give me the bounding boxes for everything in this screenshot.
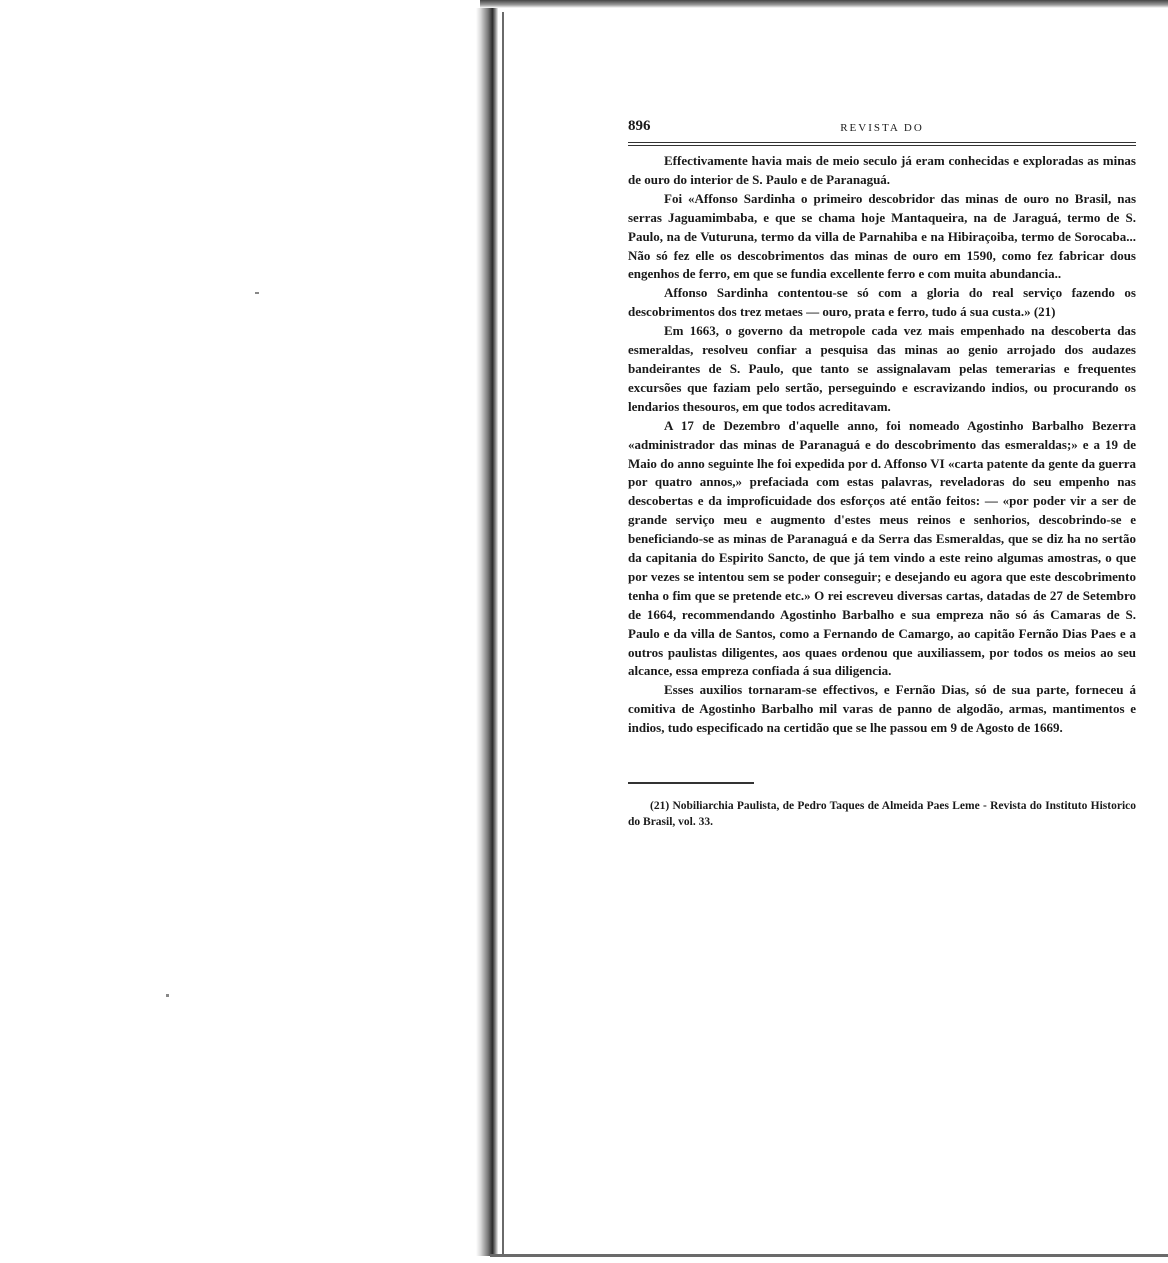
- scan-speck: [166, 994, 169, 997]
- book-spine-shadow: [476, 8, 498, 1256]
- header-rule: [628, 142, 1136, 146]
- footnote-rule: [628, 782, 754, 784]
- scan-speck: [255, 292, 259, 294]
- page-top-edge: [480, 0, 1168, 8]
- running-head: [628, 118, 1136, 140]
- page-number: 896: [628, 118, 651, 134]
- paragraph: A 17 de Dezembro d'aquelle anno, foi nomeado Agostinho Barbalho Bezerra «administrador das minas de Paranaguá e do descobrimento das esmeraldas;» e a 19 de Maio do anno seguinte lhe foi expedida por d. Affonso VI «carta patente da gente da guerra por quatro annos,» prefaciada com estas palavras, reveladoras do seu empenho nas descobertas e da improficuidade dos esforços até então feitos: — «por poder vir a ser de grande serviço meu e augmento d'estes meus reinos e senhorios, descobrindo-se e beneficiando-se as minas de Paranaguá e da Serra das Esmeraldas, que se diz ha no sertão da capitania do Espirito Sancto, de que já tem vindo a este reino algumas amostras, o que por vezes se intentou sem se poder conseguir; e desejando eu agora que este descobrimento tenha o fim que se pretende etc.» O rei escreveu diversas cartas, datadas de 27 de Setembro de 1664, recommendando Agostinho Barbalho e sua empreza não só ás Camaras de S. Paulo e da villa de Santos, como a Fernando de Camargo, ao capitão Fernão Dias Paes e a outros paulistas diligentes, aos quaes ordenou que auxiliassem, por todos os meios ao seu alcance, essa empreza confiada á sua diligencia.: [628, 417, 1136, 679]
- footnote: (21) Nobiliarchia Paulista, de Pedro Taques de Almeida Paes Leme - Revista do Instituto Historico do Brasil, vol. 33.: [628, 800, 1136, 829]
- body-text: [628, 152, 1136, 738]
- page-bottom-edge: [490, 1254, 1168, 1257]
- paragraph: Foi «Affonso Sardinha o primeiro descobridor das minas de ouro no Brasil, nas serras Jaguamimbaba, e que se chama hoje Mantaqueira, na de Jaraguá, termo de S. Paulo, na de Vuturuna, termo da villa de Parnahiba e na Hibiraçoiba, termo de Sorocaba... Não só fez elle os descobrimentos das minas de ouro em 1590, como fez fabricar dous engenhos de ferro, em que se fundia excellente ferro e com muita abundancia..: [628, 190, 1136, 282]
- paragraph: Em 1663, o governo da metropole cada vez mais empenhado na descoberta das esmeraldas, resolveu confiar a pesquisa das minas ao genio arrojado dos audazes bandeirantes de S. Paulo, que tanto se assignalavam pelas temerarias e frequentes excursões que faziam pelo sertão, perseguindo e escravizando indios, ou procurando os lendarios thesouros, em que todos acreditavam.: [628, 323, 1136, 414]
- running-title: REVISTA DO: [840, 122, 924, 134]
- paragraph: Esses auxilios tornaram-se effectivos, e Fernão Dias, só de sua parte, forneceu á comitiva de Agostinho Barbalho mil varas de panno de algodão, armas, mantimentos e indios, tudo especificado na certidão que se lhe passou em 9 de Agosto de 1669.: [628, 682, 1136, 736]
- paragraph: Effectivamente havia mais de meio seculo já eram conhecidas e exploradas as minas de ouro do interior de S. Paulo e de Paranaguá.: [628, 153, 1136, 187]
- paragraph: Affonso Sardinha contentou-se só com a gloria do real serviço fazendo os descobrimentos dos trez metaes — ouro, prata e ferro, tudo á sua custa.» (21): [628, 285, 1136, 320]
- page-edge-line: [502, 12, 504, 1256]
- book-page: [628, 118, 1136, 830]
